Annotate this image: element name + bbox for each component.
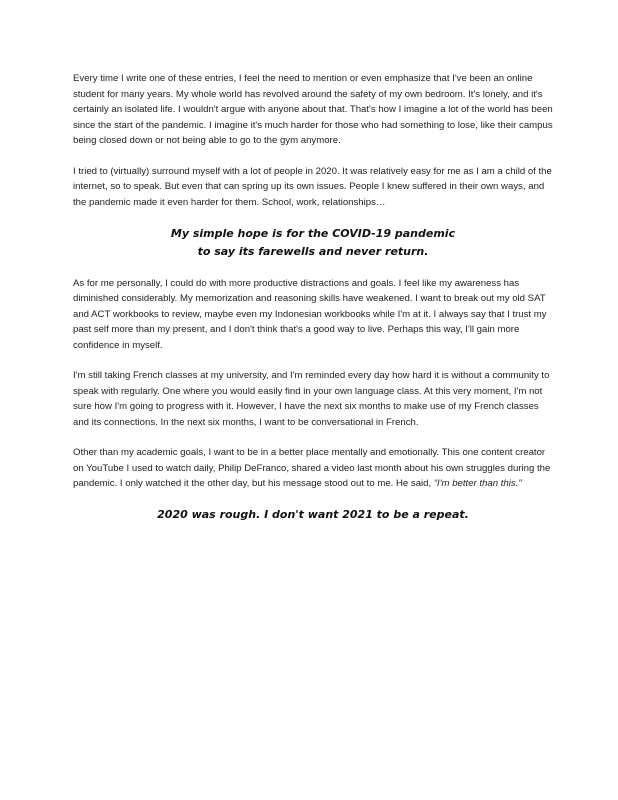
- paragraph-surround-people: I tried to (virtually) surround myself with a lot of people in 2020. It was relatively easy for me as I am a child of the internet, so to speak. But even that can spring up its own issues. People I knew suffered in their own ways, and the pandemic made it even harder for them. School, work, relationships…: [73, 165, 552, 208]
- inline-quote: “I'm better than this.”: [433, 478, 522, 490]
- paragraph-mental-goals-text: Other than my academic goals, I want to be in a better place mentally and emotionally. This one content creator on YouTube I used to watch daily, Philip DeFranco, shared a video last month about his own struggles during the pandemic. I only watched it the other day, but his message stood out to me. He said,: [73, 447, 551, 490]
- paragraph-personal-goals: As for me personally, I could do with more productive distractions and goals. I feel like my awareness has diminished considerably. My memorization and reasoning skills have weakened. I want to break out my old SAT and ACT workbooks to review, maybe even my Indonesian workbooks while I'm at it. I always say that I trust my past self more than my present, and I don't think that's a good way to live. Perhaps this way, I'll gain more confidence in myself.: [73, 277, 547, 351]
- pull-quote: [73, 225, 553, 261]
- paragraph-mental-goals: [73, 445, 553, 492]
- pull-quote-line-1: My simple hope is for the COVID-19 pandemic: [170, 226, 456, 240]
- paragraph-french-classes: I'm still taking French classes at my university, and I'm reminded every day how hard it is without a community to speak with regularly. One where you would easily find in your own language class. At this very moment, I'm not sure how I'm going to progress with it. However, I have the next six months to make use of my French classes and its connections. In the next six months, I want to be conversational in French.: [73, 370, 550, 428]
- closing-statement: 2020 was rough. I don't want 2021 to be a repeat.: [157, 508, 469, 522]
- paragraph-online-student: Every time I write one of these entries, I feel the need to mention or even emphasize that I've been an online student for many years. My whole world has revolved around the safety of my own bedroom. It's lonely, and it's certainly an isolated life. I wouldn't argue with anyone about that. That's how I imagine a lot of the world has been since the start of the pandemic. I imagine it's much harder for those who had something to lose, like their campus being closed down or not being able to go to the gym anymore.: [73, 73, 553, 147]
- pull-quote-line-2: to say its farewells and never return.: [197, 244, 429, 258]
- document-body: [73, 71, 553, 524]
